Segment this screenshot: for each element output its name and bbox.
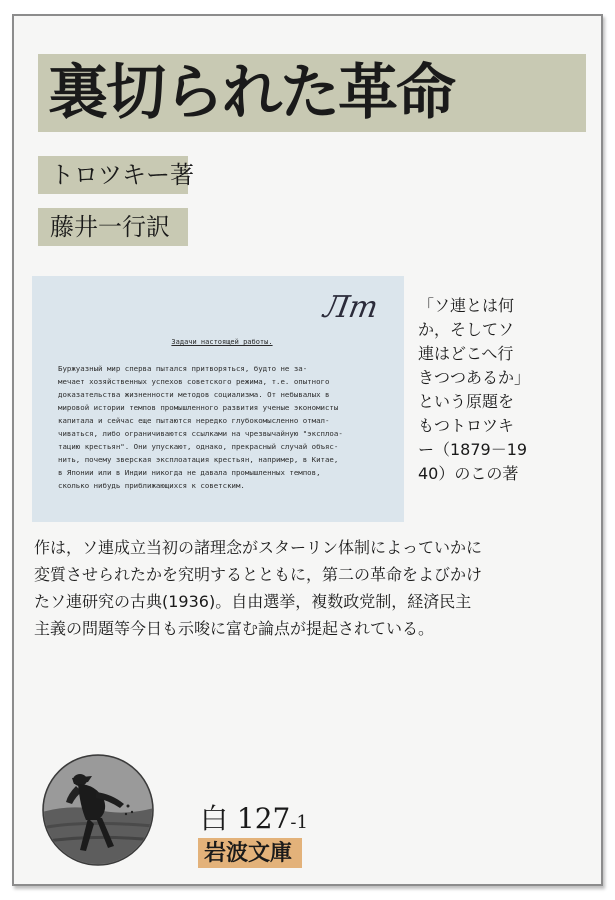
author-label: トロツキー著 <box>50 161 194 189</box>
description-line: 40）のこの著 <box>418 464 519 483</box>
manuscript-line: Буржуазный мир сперва пытался притворяться, будто не за- <box>58 364 308 373</box>
publisher-imprint: 岩波文庫 <box>204 840 293 866</box>
manuscript-line: тацию крестьян". Они упускают, однако, прекрасный случай объяс- <box>58 442 339 451</box>
manuscript-image <box>32 276 404 522</box>
series-number: 127 <box>236 802 291 835</box>
description-line: 「ソ連とは何 <box>418 296 515 315</box>
description-line: 連はどこへ行 <box>418 344 514 363</box>
series-code <box>200 804 308 838</box>
description-column <box>418 294 604 486</box>
author-band <box>38 156 194 194</box>
series-prefix: 白 <box>200 802 229 835</box>
book-cover <box>12 14 603 886</box>
series-suffix: -1 <box>290 812 308 833</box>
imprint-band <box>198 838 302 868</box>
description-line: か，そしてソ <box>418 320 515 339</box>
translator-band <box>38 208 188 246</box>
manuscript-line: капитала и сейчас еще пытаются нередко глубокомысленно отмал- <box>58 416 330 425</box>
description-line: ー（1879－19 <box>418 440 528 459</box>
description-line: 主義の問題等今日も示唆に富む論点が提起されている。 <box>34 619 435 638</box>
description-line: たソ連研究の古典(1936)。自由選挙，複数政党制，経済民主 <box>34 592 472 611</box>
description-line: 変質させられたかを究明するとともに，第二の革命をよびかけ <box>34 565 483 584</box>
manuscript-line: мировой истории темпов промышленного развития ученые экономисты <box>58 403 339 412</box>
manuscript-line: в Японии или в Индии никогда не давала промышленных темпов, <box>58 468 321 477</box>
manuscript-line: сколько нибудь приближающихся к советским. <box>58 481 245 490</box>
manuscript-line: нить, почему зверская эксплоатация крестьян, например, в Китае, <box>58 455 339 464</box>
title-band <box>38 54 586 132</box>
book-title: 裏切られた革命 <box>48 58 454 128</box>
manuscript-line: мечает хозяйственных успехов советского режима, т.е. опытного <box>58 377 330 386</box>
manuscript-heading: Задачи настоящей работы. <box>171 338 273 346</box>
translator-label: 藤井一行訳 <box>50 213 170 241</box>
manuscript-text <box>58 362 396 492</box>
description-line: もつトロツキ <box>418 416 515 435</box>
description-line: 作は，ソ連成立当初の諸理念がスターリン体制によっていかに <box>34 538 483 557</box>
description-line: という原題を <box>418 392 515 411</box>
sower-emblem-icon <box>42 754 154 866</box>
manuscript-line: чиваться, либо ограничиваются ссылками на чрезвычайную "эксплоа- <box>58 429 343 438</box>
manuscript-line: доказательства жизненности методов социализма. От небывалых в <box>58 390 330 399</box>
manuscript-signature: Лт <box>320 290 381 325</box>
description-line: きつつあるか」 <box>418 368 531 387</box>
description-full-width <box>34 534 604 642</box>
